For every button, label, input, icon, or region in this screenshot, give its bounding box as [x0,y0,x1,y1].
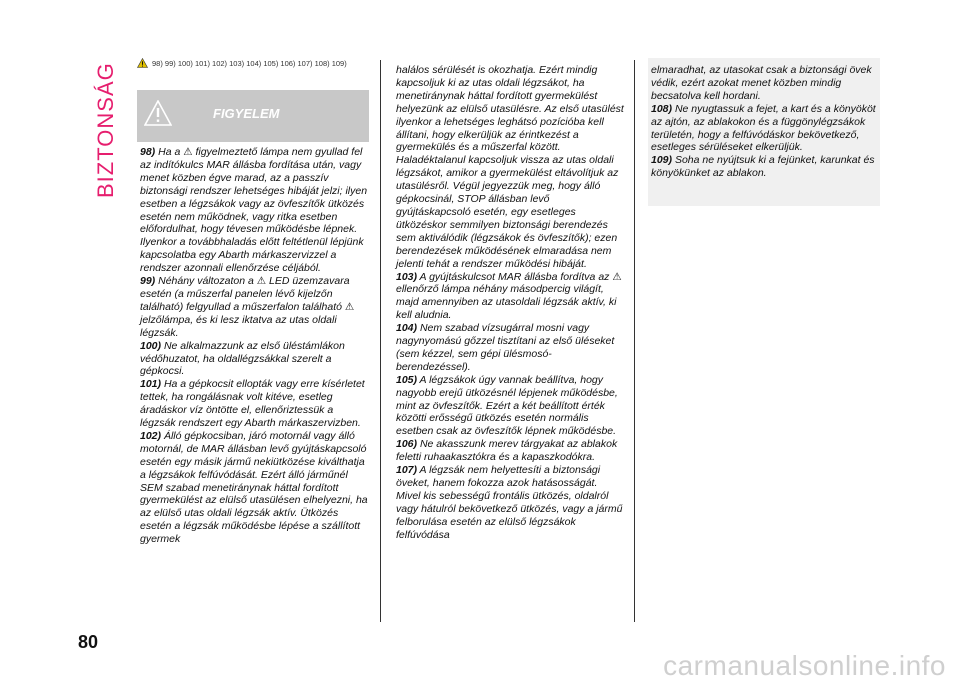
paragraph [396,438,624,464]
paragraph-text: A légzsákok úgy vannak beállítva, hogy nagyobb erejű ütközésnél lépjenek működésbe, mint az övfeszítők. Ezért a két beállított érték közötti erősségű ütközés esetén normális esetben csak az övfeszítők lépnek működésbe. [396,373,618,438]
paragraph-text: Néhány változaton a ⚠ LED üzemzavara esetén (a műszerfal panelen lévő kijelzőn található) felgyullad a műszerfalon található ⚠ jelzőlámpa, és ki lesz iktatva az utas oldali légzsák. [140,275,355,339]
paragraph [396,271,624,323]
paragraph [140,378,368,430]
paragraph [396,322,624,374]
paragraph-text: Álló gépkocsiban, járó motornál vagy álló motornál, de MAR állásban levő gyújtáskapcsoló esetén egy másik jármű nekiütközése kiválthatja a légzsákok felfúvódását. Ezért álló járműnél SEM szabad menetiránynak háttal fordított gyermekülést az elülső utasülésen elhelyezni, ha az elülső utas oldali légzsák aktív. Ütközés esetén a légzsák működésbe lépése a szállított gyermek [140,429,368,546]
note-number: 106) [396,438,418,451]
column-3 [651,64,879,180]
column-2 [396,64,624,542]
note-number: 101) [140,378,162,391]
note-number: 99) [140,275,156,288]
paragraph-text: Ha a ⚠ figyelmeztető lámpa nem gyullad fel az indítókulcs MAR állásba fordítása után, vagy menet közben égve marad, az a passzív biztonsági rendszer lehetséges hibáját jelzi; ilyen esetben a légzsákok vagy az övfeszítők ütközés esetén nem működnek, vagy ritka esetben előfordulhat, hogy tévesen működésbe lépnek. Ilyenkor a továbbhaladás előtt feltétlenül lépjünk kapcsolatba egy Abarth márkaszervizzel a rendszer azonnali ellenőrzése céljából. [140,146,368,275]
paragraph [396,64,624,271]
paragraph-text: Ne alkalmazzunk az első üléstámlákon védőhuzatot, ha oldallégzsákkal szerelt a gépkocsi. [140,339,345,378]
note-number: 98) [140,146,156,158]
paragraph [651,103,879,155]
column-divider-2 [634,60,635,622]
watermark: carmanualsonline.info [663,650,946,681]
paragraph-text: Ha a gépkocsit ellopták vagy erre kísérletet tettek, ha rongálásnak volt kitéve, esetleg áradáskor víz öntötte el, ellenőriztessük a légzsák rendszert egy Abarth márkaszervizben. [140,378,365,430]
note-number: 102) [140,429,162,442]
reference-numbers: 98) 99) 100) 101) 102) 103) 104) 105) 106) 107) 108) 109) [152,58,347,68]
paragraph [140,146,368,275]
note-number: 105) [396,373,418,386]
note-number: 100) [140,339,162,352]
warning-triangle-icon [144,100,172,126]
warning-header [137,90,369,142]
reference-line [137,58,347,68]
paragraph [140,275,368,340]
column-1 [140,146,368,546]
note-number: 109) [651,154,673,167]
paragraph-text: halálos sérülését is okozhatja. Ezért mindig kapcsoljuk ki az utas oldali légzsákot, ha menetiránynak háttal fordított gyermekülést helyezünk az elülső utasülésre. Az első utasülést ilyenkor a lehetséges leghátsó pozícióba kell állítani, hogy elkerüljük az érintkezést a gyermekülés és a műszerfal között. Haladéktalanul kapcsoljuk vissza az utas oldali légzsákot, amikor a gyermekülést eltávolítjuk az utasülésről. Végül jegyezzük meg, hogy álló gépkocsinál, STOP állásban levő gyújtáskapcsoló esetén, egy esetleges ütközéskor semmilyen biztonsági berendezés sem aktiválódik (légzsákok és övfeszítők); ezen berendezések működésének elmaradása nem jelenti tehát a rendszer működési hibáját. [396,64,624,270]
note-number: 108) [651,102,673,115]
paragraph-text: Nem szabad vízsugárral mosni vagy nagynyomású gőzzel tisztítani az első üléseket (sem kézzel, sem gépi ülésmosó-berendezéssel). [396,322,615,373]
paragraph [396,464,624,541]
section-title: BIZTONSÁG [93,62,118,198]
paragraph [140,430,368,546]
note-number: 104) [396,322,418,335]
paragraph [396,374,624,439]
note-number: 103) [396,270,418,283]
column-divider-1 [380,60,381,622]
paragraph-text: A légzsák nem helyettesíti a biztonsági öveket, hanem fokozza azok hatásosságát. Mivel kis sebességű frontális ütközés, oldalról vagy hátulról bekövetkező ütközés, vagy a jármű felborulása esetén az elülső légzsákok felfúvódása [396,464,623,541]
paragraph-text: elmaradhat, az utasokat csak a biztonsági övek védik, ezért azokat menet közben mindig becsatolva kell hordani. [651,64,872,102]
warning-triangle-icon [137,58,148,68]
warning-title: FIGYELEM [213,106,280,121]
note-number: 107) [396,464,418,477]
paragraph-text: A gyújtáskulcsot MAR állásba fordítva az ⚠ ellenőrző lámpa néhány másodpercig világít, majd amennyiben az utasoldali légzsák aktív, ki kell aludnia. [396,270,622,322]
paragraph [651,64,879,103]
page-number: 80 [78,632,99,652]
paragraph-text: Soha ne nyújtsuk ki a fejünket, karunkat és könyökünket az ablakon. [651,154,875,180]
paragraph [651,154,879,180]
paragraph [140,340,368,379]
paragraph-text: Ne nyugtassuk a fejet, a kart és a könyököt az ajtón, az ablakokon és a függönylégzsákok területén, hogy a felfúvódáskor bekövetkező, esetleges sérüléseket elkerüljük. [651,102,876,154]
paragraph-text: Ne akasszunk merev tárgyakat az ablakok feletti ruhaakasztókra és a kapaszkodókra. [396,438,618,464]
